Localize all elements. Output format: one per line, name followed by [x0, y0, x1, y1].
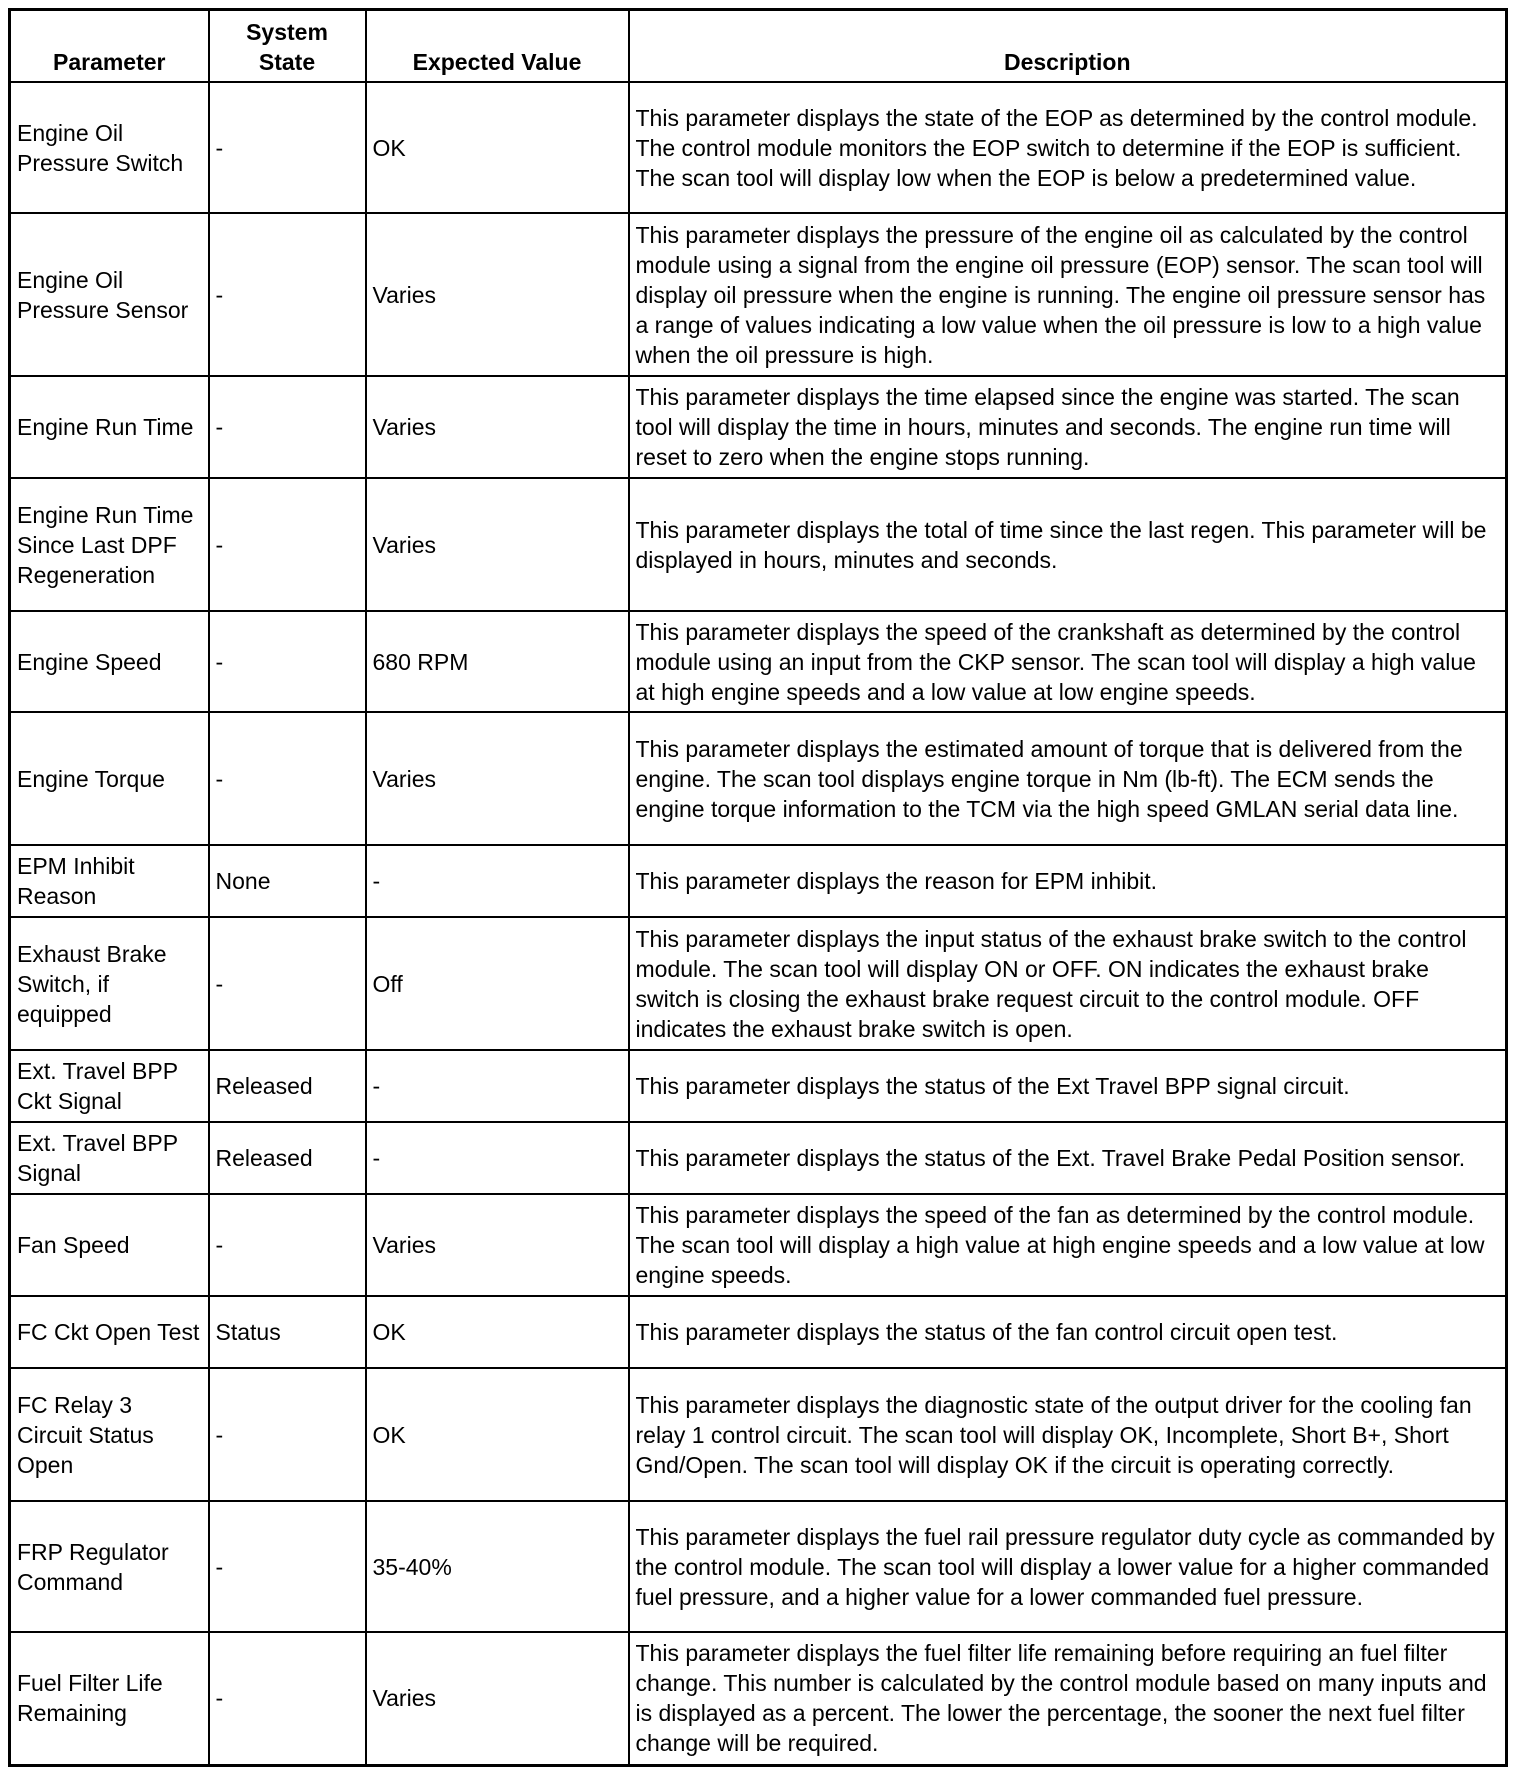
table-row	[10, 1368, 1507, 1501]
description-cell: This parameter displays the speed of the crankshaft as determined by the control module using an input from the CKP sensor. The scan tool will display a high value at high engine speeds and a low value at low engine speeds.	[629, 611, 1507, 712]
table-row	[10, 1632, 1507, 1765]
table-row	[10, 478, 1507, 611]
parameter-cell: Engine Torque	[10, 712, 209, 845]
system-state-cell: -	[209, 1501, 366, 1632]
parameter-cell: Exhaust Brake Switch, if equipped	[10, 917, 209, 1050]
description-cell: This parameter displays the diagnostic state of the output driver for the cooling fan relay 1 control circuit. The scan tool will display OK, Incomplete, Short B+, Short Gnd/Open. The scan tool will display OK if the circuit is operating correctly.	[629, 1368, 1507, 1501]
system-state-cell: -	[209, 1632, 366, 1765]
parameter-cell: Ext. Travel BPP Ckt Signal	[10, 1050, 209, 1122]
system-state-cell: -	[209, 1194, 366, 1296]
system-state-cell: Status	[209, 1296, 366, 1368]
expected-value-cell: -	[366, 1050, 629, 1122]
description-cell: This parameter displays the reason for EPM inhibit.	[629, 845, 1507, 917]
expected-value-cell: Varies	[366, 712, 629, 845]
expected-value-cell: Off	[366, 917, 629, 1050]
header-row	[10, 10, 1507, 83]
table-row	[10, 376, 1507, 478]
expected-value-cell: Varies	[366, 213, 629, 376]
parameter-cell: Fuel Filter Life Remaining	[10, 1632, 209, 1765]
expected-value-cell: Varies	[366, 1632, 629, 1765]
expected-value-cell: Varies	[366, 478, 629, 611]
parameter-cell: Engine Oil Pressure Switch	[10, 82, 209, 213]
parameter-cell: Engine Speed	[10, 611, 209, 712]
description-cell: This parameter displays the input status of the exhaust brake switch to the control module. The scan tool will display ON or OFF. ON indicates the exhaust brake switch is closing the exhaust brake request circuit to the control module. OFF indicates the exhaust brake switch is open.	[629, 917, 1507, 1050]
parameter-cell: FC Ckt Open Test	[10, 1296, 209, 1368]
table-row	[10, 213, 1507, 376]
description-cell: This parameter displays the total of time since the last regen. This parameter will be displayed in hours, minutes and seconds.	[629, 478, 1507, 611]
header-description: Description	[629, 10, 1507, 83]
system-state-cell: -	[209, 82, 366, 213]
parameter-cell: Engine Run Time	[10, 376, 209, 478]
table-row	[10, 1122, 1507, 1194]
expected-value-cell: OK	[366, 1368, 629, 1501]
description-cell: This parameter displays the status of the fan control circuit open test.	[629, 1296, 1507, 1368]
table-row	[10, 82, 1507, 213]
header-expected-value: Expected Value	[366, 10, 629, 83]
table-row	[10, 611, 1507, 712]
table-row	[10, 712, 1507, 845]
system-state-cell: -	[209, 712, 366, 845]
description-cell: This parameter displays the pressure of the engine oil as calculated by the control module using a signal from the engine oil pressure (EOP) sensor. The scan tool will display oil pressure when the engine is running. The engine oil pressure sensor has a range of values indicating a low value when the oil pressure is low to a high value when the oil pressure is high.	[629, 213, 1507, 376]
expected-value-cell: Varies	[366, 1194, 629, 1296]
system-state-cell: -	[209, 376, 366, 478]
table-row	[10, 1296, 1507, 1368]
expected-value-cell: 680 RPM	[366, 611, 629, 712]
system-state-cell: -	[209, 213, 366, 376]
parameter-cell: EPM Inhibit Reason	[10, 845, 209, 917]
parameter-table	[8, 8, 1508, 1767]
table-row	[10, 1050, 1507, 1122]
system-state-cell: -	[209, 478, 366, 611]
expected-value-cell: OK	[366, 1296, 629, 1368]
description-cell: This parameter displays the estimated amount of torque that is delivered from the engine. The scan tool displays engine torque in Nm (lb-ft). The ECM sends the engine torque information to the TCM via the high speed GMLAN serial data line.	[629, 712, 1507, 845]
table-row	[10, 1194, 1507, 1296]
system-state-cell: Released	[209, 1122, 366, 1194]
description-cell: This parameter displays the state of the EOP as determined by the control module. The control module monitors the EOP switch to determine if the EOP is sufficient. The scan tool will display low when the EOP is below a predetermined value.	[629, 82, 1507, 213]
parameter-cell: Fan Speed	[10, 1194, 209, 1296]
description-cell: This parameter displays the fuel rail pressure regulator duty cycle as commanded by the control module. The scan tool will display a lower value for a higher commanded fuel pressure, and a higher value for a lower commanded fuel pressure.	[629, 1501, 1507, 1632]
parameter-cell: Ext. Travel BPP Signal	[10, 1122, 209, 1194]
expected-value-cell: 35-40%	[366, 1501, 629, 1632]
table-row	[10, 1501, 1507, 1632]
expected-value-cell: -	[366, 845, 629, 917]
system-state-cell: Released	[209, 1050, 366, 1122]
expected-value-cell: Varies	[366, 376, 629, 478]
parameter-cell: Engine Oil Pressure Sensor	[10, 213, 209, 376]
description-cell: This parameter displays the fuel filter life remaining before requiring an fuel filter change. This number is calculated by the control module based on many inputs and is displayed as a percent. The lower the percentage, the sooner the next fuel filter change will be required.	[629, 1632, 1507, 1765]
expected-value-cell: -	[366, 1122, 629, 1194]
expected-value-cell: OK	[366, 82, 629, 213]
description-cell: This parameter displays the status of the Ext. Travel Brake Pedal Position sensor.	[629, 1122, 1507, 1194]
parameter-cell: Engine Run Time Since Last DPF Regeneration	[10, 478, 209, 611]
header-parameter: Parameter	[10, 10, 209, 83]
system-state-cell: -	[209, 1368, 366, 1501]
header-system-state: System State	[209, 10, 366, 83]
system-state-cell: -	[209, 611, 366, 712]
table-row	[10, 845, 1507, 917]
description-cell: This parameter displays the time elapsed since the engine was started. The scan tool will display the time in hours, minutes and seconds. The engine run time will reset to zero when the engine stops running.	[629, 376, 1507, 478]
system-state-cell: -	[209, 917, 366, 1050]
system-state-cell: None	[209, 845, 366, 917]
description-cell: This parameter displays the speed of the fan as determined by the control module. The scan tool will display a high value at high engine speeds and a low value at low engine speeds.	[629, 1194, 1507, 1296]
parameter-cell: FRP Regulator Command	[10, 1501, 209, 1632]
parameter-cell: FC Relay 3 Circuit Status Open	[10, 1368, 209, 1501]
table-row	[10, 917, 1507, 1050]
description-cell: This parameter displays the status of the Ext Travel BPP signal circuit.	[629, 1050, 1507, 1122]
